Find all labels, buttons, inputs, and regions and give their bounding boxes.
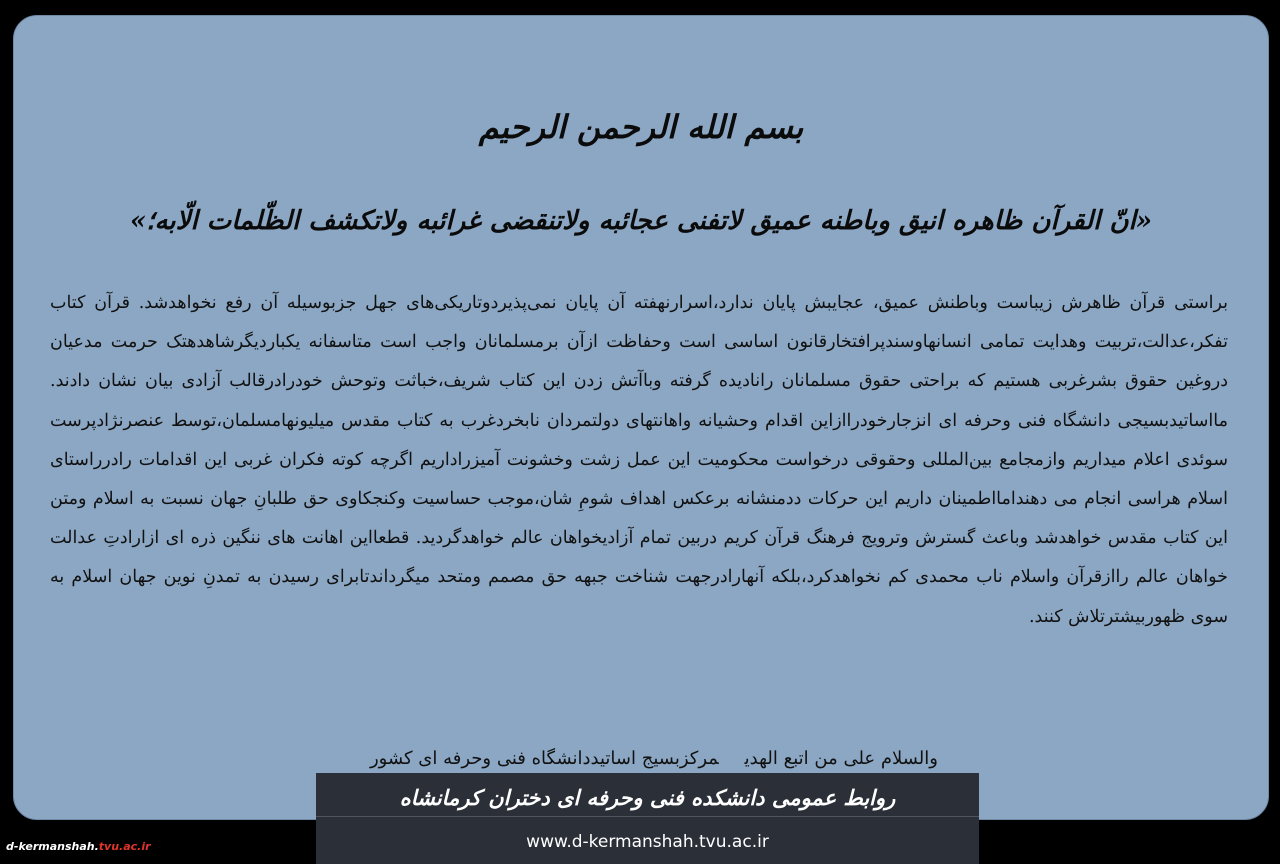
statement-body: براستی قرآن ظاهرش زیباست وباطنش عمیق، عجایبش پایان ندارد،اسرارنهفته آن پایان نمی‌پذیردوتاریکی‌های جهل جزبوسیله آن رفع نخواهدشد. قرآن کتاب تفکر،عدالت،تربیت وهدایت تمامی انسانهاوسندپرافتخارقانون اساسی است وحفاظت ازآن برمسلمانان واجب است متاسفانه یکباردیگرشاهدهتک حرمت مدعیان دروغین حقوق بشرغربی هستیم که براحتی حقوق مسلمانان رانادیده گرفته وباآتش زدن این کتاب شریف،خباثت وتوحش خودرادرقالب آزادی بیان نشان دادند. مااساتیدبسیجی دانشگاه فنی وحرفه ای انزجارخودراازاین اقدام وحشیانه واهانتهای دولتمردان نابخردغرب به کتاب مقدس میلیونهامسلمان،توسط عنصرنژادپرست سوئدی اعلام میداریم وازمجامع بین‌المللی وحقوقی درخواست محکومیت این عمل زشت وخشونت آمیزراداریم اگرچه کوته فکران غربی این اقدامات رادرراستای اسلام هراسی انجام می دهندامااطمینان داریم این حرکات ددمنشانه برعکس اهداف شومِ شان،موجب حساسیت وکنجکاوی حق طلبانِ جهان نسبت به اسلام ومتن این کتاب مقدس خواهدشد وباعث گسترش وترویج فرهنگ قرآن کریم دربین تمام آزادیخواهان عالم خواهدگردید. قطعااین اهانت های ننگین ذره ای ازارادتِ عدالت خواهان عالم راازقرآن واسلام ناب محمدی کم نخواهدکرد،بلکه آنهارادرجهت شناخت جبهه حق مصمم ومتحد میگرداندتابرای رسیدن به تمدنِ نوین جهان اسلام به سوی ظهوربیشترتلاش کنند. [50, 293, 1228, 627]
signature-line [344, 748, 938, 769]
site-watermark [2, 838, 155, 856]
signature-closing: والسلام علی من اتبع الهدی [744, 748, 938, 769]
footer-divider [316, 816, 979, 817]
watermark-tld: tvu.ac.ir [98, 840, 151, 853]
announcement-card [13, 15, 1269, 820]
footer-title: روابط عمومی دانشکده فنی وحرفه ای دختران کرمانشاه [399, 785, 896, 810]
signature-org: مرکزبسیج اساتیددانشگاه فنی وحرفه ای کشور [369, 748, 719, 769]
bismillah-heading: بسم الله الرحمن الرحیم [478, 108, 804, 146]
hadith-quote: «انّ القرآن ظاهره انیق وباطنه عمیق لاتفنی عجائبه ولاتنقضی غرائبه ولاتکشف الظّلمات الّابه؛» [129, 206, 1153, 236]
watermark-site: d-kermanshah. [6, 840, 99, 853]
footer-banner [316, 773, 979, 864]
footer-url: www.d-kermanshah.tvu.ac.ir [526, 832, 769, 852]
